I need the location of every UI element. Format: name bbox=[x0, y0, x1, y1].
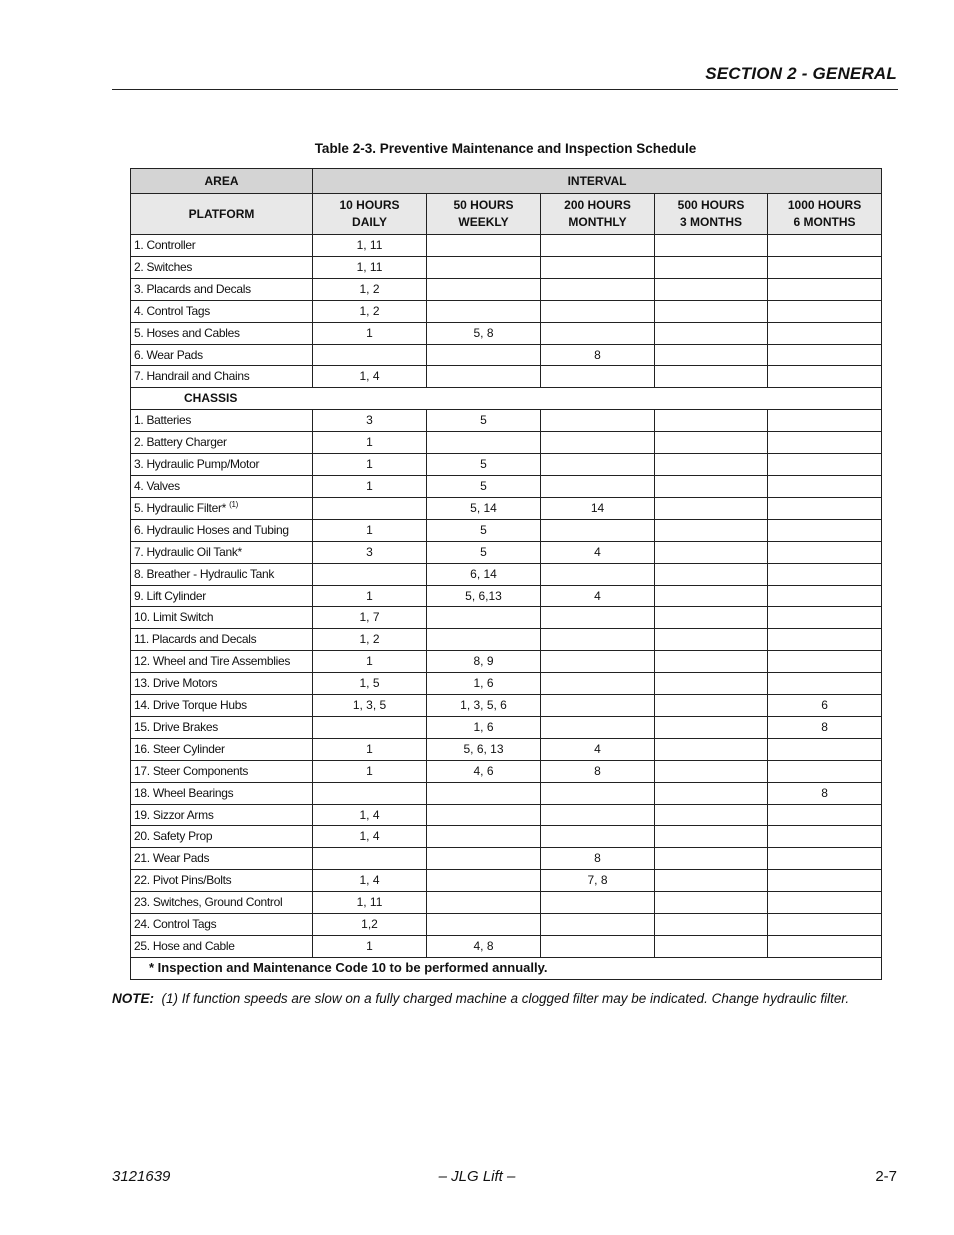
table-row bbox=[131, 519, 882, 541]
interval-column-header bbox=[541, 194, 655, 235]
interval-code-cell bbox=[541, 629, 655, 651]
interval-code-cell bbox=[427, 300, 541, 322]
component-label: 14. Drive Torque Hubs bbox=[134, 698, 247, 713]
interval-code-cell bbox=[541, 322, 655, 344]
interval-code-cell bbox=[541, 826, 655, 848]
interval-code-cell bbox=[655, 716, 768, 738]
interval-code-cell bbox=[768, 738, 882, 760]
component-label: 8. Breather - Hydraulic Tank bbox=[134, 566, 275, 581]
interval-code-cell: 8 bbox=[768, 782, 882, 804]
component-name bbox=[131, 541, 313, 563]
interval-code-cell bbox=[541, 716, 655, 738]
interval-code-cell bbox=[541, 782, 655, 804]
interval-code-cell: 3 bbox=[313, 541, 427, 563]
table-caption: Table 2-3. Preventive Maintenance and Inspection Schedule bbox=[314, 141, 697, 156]
interval-code-cell bbox=[655, 563, 768, 585]
interval-code-cell: 5, 6,13 bbox=[427, 585, 541, 607]
component-name bbox=[131, 782, 313, 804]
maintenance-schedule-table bbox=[130, 168, 882, 980]
interval-code-cell bbox=[541, 235, 655, 257]
component-name bbox=[131, 870, 313, 892]
interval-code-cell bbox=[768, 826, 882, 848]
component-name bbox=[131, 673, 313, 695]
interval-code-cell: 1, 7 bbox=[313, 607, 427, 629]
interval-period: WEEKLY bbox=[458, 215, 509, 229]
interval-code-cell: 1 bbox=[313, 936, 427, 958]
interval-code-cell: 4 bbox=[541, 585, 655, 607]
component-label: 16. Steer Cylinder bbox=[134, 741, 225, 756]
interval-code-cell: 5 bbox=[427, 519, 541, 541]
interval-code-cell: 5, 8 bbox=[427, 322, 541, 344]
interval-code-cell: 8 bbox=[541, 760, 655, 782]
component-name bbox=[131, 804, 313, 826]
interval-code-cell bbox=[655, 300, 768, 322]
interval-code-cell bbox=[655, 695, 768, 717]
component-name bbox=[131, 278, 313, 300]
component-label: 3. Hydraulic Pump/Motor bbox=[134, 457, 260, 472]
table-row bbox=[131, 848, 882, 870]
interval-code-cell: 1 bbox=[313, 585, 427, 607]
interval-period: 3 MONTHS bbox=[679, 215, 742, 229]
interval-code-cell: 5 bbox=[427, 454, 541, 476]
interval-code-cell bbox=[768, 563, 882, 585]
interval-code-cell: 1, 5 bbox=[313, 673, 427, 695]
interval-code-cell bbox=[768, 892, 882, 914]
component-name bbox=[131, 629, 313, 651]
table-row bbox=[131, 695, 882, 717]
interval-code-cell bbox=[655, 454, 768, 476]
component-label: 4. Control Tags bbox=[134, 303, 210, 318]
page-number: 2-7 bbox=[875, 1168, 897, 1185]
interval-code-cell: 1, 3, 5 bbox=[313, 695, 427, 717]
interval-code-cell bbox=[655, 804, 768, 826]
footer-brand: – JLG Lift – bbox=[438, 1168, 516, 1185]
interval-code-cell: 5, 6, 13 bbox=[427, 738, 541, 760]
table-row bbox=[131, 607, 882, 629]
interval-code-cell: 5 bbox=[427, 410, 541, 432]
interval-code-cell bbox=[655, 848, 768, 870]
interval-code-cell bbox=[655, 629, 768, 651]
interval-code-cell: 1, 2 bbox=[313, 278, 427, 300]
component-name bbox=[131, 848, 313, 870]
component-label: 4. Valves bbox=[134, 478, 180, 493]
interval-code-cell: 1, 4 bbox=[313, 366, 427, 388]
footnote-row bbox=[131, 957, 882, 979]
table-row bbox=[131, 651, 882, 673]
interval-code-cell bbox=[427, 782, 541, 804]
interval-code-cell bbox=[541, 673, 655, 695]
table-row bbox=[131, 256, 882, 278]
table-row bbox=[131, 914, 882, 936]
interval-code-cell bbox=[768, 870, 882, 892]
component-label: 6. Hydraulic Hoses and Tubing bbox=[134, 522, 289, 537]
interval-hours: 200 HOURS bbox=[564, 198, 631, 212]
interval-code-cell: 6 bbox=[768, 695, 882, 717]
interval-code-cell bbox=[313, 497, 427, 519]
interval-code-cell bbox=[541, 892, 655, 914]
component-label: 17. Steer Components bbox=[134, 763, 249, 778]
interval-code-cell bbox=[313, 563, 427, 585]
interval-code-cell bbox=[655, 914, 768, 936]
component-label: 2. Battery Charger bbox=[134, 435, 227, 450]
interval-code-cell bbox=[768, 541, 882, 563]
interval-code-cell bbox=[655, 475, 768, 497]
interval-code-cell bbox=[768, 848, 882, 870]
interval-code-cell bbox=[541, 914, 655, 936]
component-name bbox=[131, 892, 313, 914]
doc-number: 3121639 bbox=[112, 1168, 171, 1185]
interval-code-cell bbox=[768, 278, 882, 300]
table-row bbox=[131, 432, 882, 454]
interval-code-cell bbox=[541, 936, 655, 958]
chassis-heading: CHASSIS bbox=[131, 388, 882, 410]
interval-code-cell bbox=[768, 585, 882, 607]
interval-column-header bbox=[655, 194, 768, 235]
component-name bbox=[131, 914, 313, 936]
component-label: 11. Placards and Decals bbox=[134, 632, 257, 647]
component-label: 3. Placards and Decals bbox=[134, 281, 251, 296]
component-name bbox=[131, 256, 313, 278]
interval-code-cell bbox=[313, 782, 427, 804]
interval-code-cell bbox=[768, 519, 882, 541]
interval-code-cell bbox=[427, 256, 541, 278]
interval-code-cell bbox=[427, 826, 541, 848]
interval-code-cell bbox=[768, 804, 882, 826]
component-name bbox=[131, 432, 313, 454]
interval-code-cell bbox=[768, 432, 882, 454]
interval-code-cell bbox=[541, 454, 655, 476]
component-label: 22. Pivot Pins/Bolts bbox=[134, 873, 232, 888]
interval-code-cell: 1, 4 bbox=[313, 826, 427, 848]
table-footnote: * Inspection and Maintenance Code 10 to be performed annually. bbox=[131, 957, 882, 979]
interval-columns-row bbox=[131, 194, 882, 235]
component-label: 9. Lift Cylinder bbox=[134, 588, 206, 603]
interval-code-cell bbox=[427, 344, 541, 366]
component-name bbox=[131, 716, 313, 738]
component-label: 1. Batteries bbox=[134, 413, 192, 428]
interval-code-cell bbox=[655, 235, 768, 257]
component-name bbox=[131, 607, 313, 629]
table-row bbox=[131, 585, 882, 607]
interval-code-cell: 1 bbox=[313, 738, 427, 760]
table-row bbox=[131, 563, 882, 585]
table-row bbox=[131, 300, 882, 322]
interval-code-cell bbox=[541, 563, 655, 585]
component-label: 24. Control Tags bbox=[134, 917, 217, 932]
component-label: 5. Hydraulic Filter* bbox=[134, 500, 227, 515]
interval-code-cell: 4 bbox=[541, 738, 655, 760]
interval-code-cell bbox=[427, 607, 541, 629]
table-row bbox=[131, 322, 882, 344]
table-row bbox=[131, 892, 882, 914]
component-name bbox=[131, 454, 313, 476]
interval-code-cell bbox=[427, 892, 541, 914]
interval-code-cell bbox=[427, 432, 541, 454]
interval-code-cell: 1, 2 bbox=[313, 629, 427, 651]
table-row bbox=[131, 760, 882, 782]
interval-code-cell: 1, 3, 5, 6 bbox=[427, 695, 541, 717]
component-label: 12. Wheel and Tire Assemblies bbox=[134, 654, 291, 669]
component-label: 18. Wheel Bearings bbox=[134, 785, 234, 800]
component-name bbox=[131, 826, 313, 848]
interval-code-cell: 5 bbox=[427, 541, 541, 563]
interval-code-cell bbox=[655, 936, 768, 958]
interval-code-cell: 5, 14 bbox=[427, 497, 541, 519]
component-name bbox=[131, 585, 313, 607]
interval-code-cell bbox=[541, 300, 655, 322]
interval-code-cell: 5 bbox=[427, 475, 541, 497]
table-row bbox=[131, 410, 882, 432]
component-label: 20. Safety Prop bbox=[134, 829, 213, 844]
component-label: 13. Drive Motors bbox=[134, 676, 218, 691]
component-label: 5. Hoses and Cables bbox=[134, 325, 240, 340]
component-label: 7. Handrail and Chains bbox=[134, 369, 250, 384]
interval-code-cell bbox=[541, 695, 655, 717]
interval-code-cell bbox=[768, 256, 882, 278]
interval-code-cell bbox=[541, 804, 655, 826]
component-name bbox=[131, 738, 313, 760]
table-row bbox=[131, 541, 882, 563]
interval-code-cell: 1, 2 bbox=[313, 300, 427, 322]
interval-code-cell bbox=[655, 278, 768, 300]
interval-code-cell bbox=[768, 366, 882, 388]
interval-code-cell bbox=[541, 651, 655, 673]
interval-code-cell: 1 bbox=[313, 760, 427, 782]
interval-code-cell bbox=[655, 410, 768, 432]
interval-code-cell bbox=[427, 848, 541, 870]
component-name bbox=[131, 322, 313, 344]
interval-code-cell bbox=[768, 322, 882, 344]
component-name bbox=[131, 695, 313, 717]
table-row bbox=[131, 278, 882, 300]
interval-code-cell bbox=[541, 519, 655, 541]
interval-code-cell bbox=[655, 344, 768, 366]
footnote-marker: (1) bbox=[229, 499, 238, 509]
interval-code-cell bbox=[427, 278, 541, 300]
table-row bbox=[131, 497, 882, 519]
interval-code-cell: 1, 4 bbox=[313, 804, 427, 826]
interval-code-cell bbox=[655, 519, 768, 541]
table-row bbox=[131, 235, 882, 257]
interval-code-cell bbox=[768, 475, 882, 497]
interval-code-cell bbox=[655, 826, 768, 848]
table-row bbox=[131, 475, 882, 497]
interval-column-header bbox=[313, 194, 427, 235]
interval-code-cell bbox=[313, 344, 427, 366]
interval-code-cell bbox=[427, 235, 541, 257]
interval-code-cell bbox=[655, 892, 768, 914]
interval-code-cell bbox=[655, 322, 768, 344]
interval-code-cell bbox=[768, 651, 882, 673]
table-row bbox=[131, 454, 882, 476]
interval-code-cell: 8 bbox=[541, 344, 655, 366]
table-row bbox=[131, 870, 882, 892]
interval-hours: 10 HOURS bbox=[339, 198, 400, 212]
interval-code-cell bbox=[655, 585, 768, 607]
component-name bbox=[131, 651, 313, 673]
interval-code-cell bbox=[768, 673, 882, 695]
chassis-section-row bbox=[131, 388, 882, 410]
interval-code-cell bbox=[427, 914, 541, 936]
interval-code-cell bbox=[768, 235, 882, 257]
interval-code-cell bbox=[541, 410, 655, 432]
component-name bbox=[131, 936, 313, 958]
interval-code-cell bbox=[541, 607, 655, 629]
interval-code-cell bbox=[427, 804, 541, 826]
interval-code-cell bbox=[768, 629, 882, 651]
table-row bbox=[131, 782, 882, 804]
interval-code-cell bbox=[427, 366, 541, 388]
note-text: (1) If function speeds are slow on a fully charged machine a clogged filter may be indicated. Change hydraulic filter. bbox=[161, 991, 850, 1006]
interval-code-cell: 1 bbox=[313, 432, 427, 454]
component-label: 25. Hose and Cable bbox=[134, 939, 235, 953]
interval-code-cell: 1 bbox=[313, 475, 427, 497]
interval-code-cell bbox=[655, 673, 768, 695]
interval-code-cell: 1,2 bbox=[313, 914, 427, 936]
component-name bbox=[131, 366, 313, 388]
interval-code-cell bbox=[655, 607, 768, 629]
interval-code-cell: 8, 9 bbox=[427, 651, 541, 673]
interval-code-cell bbox=[655, 432, 768, 454]
interval-code-cell: 1, 6 bbox=[427, 673, 541, 695]
interval-code-cell: 1, 4 bbox=[313, 870, 427, 892]
component-name bbox=[131, 475, 313, 497]
interval-code-cell bbox=[768, 914, 882, 936]
interval-code-cell: 14 bbox=[541, 497, 655, 519]
interval-code-cell bbox=[427, 629, 541, 651]
interval-code-cell bbox=[541, 256, 655, 278]
area-header: AREA bbox=[131, 169, 313, 194]
interval-code-cell bbox=[655, 760, 768, 782]
interval-code-cell: 3 bbox=[313, 410, 427, 432]
interval-code-cell bbox=[427, 870, 541, 892]
interval-code-cell: 1 bbox=[313, 454, 427, 476]
component-label: 23. Switches, Ground Control bbox=[134, 895, 283, 910]
interval-code-cell: 8 bbox=[768, 716, 882, 738]
component-label: 1. Controller bbox=[134, 238, 196, 252]
interval-code-cell: 1, 11 bbox=[313, 256, 427, 278]
interval-column-header bbox=[427, 194, 541, 235]
table-row bbox=[131, 936, 882, 958]
interval-code-cell bbox=[768, 300, 882, 322]
interval-code-cell bbox=[768, 410, 882, 432]
interval-code-cell bbox=[313, 848, 427, 870]
component-name bbox=[131, 519, 313, 541]
interval-code-cell: 8 bbox=[541, 848, 655, 870]
interval-code-cell bbox=[541, 432, 655, 454]
interval-code-cell bbox=[313, 716, 427, 738]
table-row bbox=[131, 366, 882, 388]
component-name bbox=[131, 760, 313, 782]
table-row bbox=[131, 673, 882, 695]
table-row bbox=[131, 629, 882, 651]
note-label: NOTE: bbox=[112, 991, 154, 1006]
interval-code-cell: 1 bbox=[313, 322, 427, 344]
component-label: 10. Limit Switch bbox=[134, 610, 214, 625]
interval-code-cell bbox=[655, 497, 768, 519]
component-name bbox=[131, 235, 313, 257]
interval-code-cell bbox=[768, 760, 882, 782]
component-label: 21. Wear Pads bbox=[134, 851, 210, 866]
interval-code-cell: 1, 6 bbox=[427, 716, 541, 738]
interval-code-cell: 1, 11 bbox=[313, 892, 427, 914]
interval-code-cell bbox=[768, 497, 882, 519]
interval-code-cell bbox=[768, 454, 882, 476]
component-name bbox=[131, 344, 313, 366]
interval-code-cell bbox=[541, 475, 655, 497]
component-name bbox=[131, 410, 313, 432]
interval-code-cell bbox=[768, 607, 882, 629]
section-header: SECTION 2 - GENERAL bbox=[705, 64, 897, 83]
interval-hours: 50 HOURS bbox=[453, 198, 514, 212]
component-label: 2. Switches bbox=[134, 259, 193, 274]
table-header-row bbox=[131, 169, 882, 194]
component-name bbox=[131, 563, 313, 585]
interval-code-cell: 4, 8 bbox=[427, 936, 541, 958]
table-row bbox=[131, 716, 882, 738]
interval-code-cell: 1 bbox=[313, 519, 427, 541]
interval-code-cell bbox=[655, 541, 768, 563]
interval-column-header bbox=[768, 194, 882, 235]
component-label: 7. Hydraulic Oil Tank* bbox=[134, 544, 242, 559]
interval-code-cell bbox=[768, 344, 882, 366]
interval-code-cell: 4 bbox=[541, 541, 655, 563]
component-name bbox=[131, 497, 313, 519]
table-row bbox=[131, 344, 882, 366]
platform-header: PLATFORM bbox=[131, 194, 313, 235]
note bbox=[112, 991, 912, 1006]
interval-header: INTERVAL bbox=[313, 169, 882, 194]
interval-code-cell bbox=[541, 366, 655, 388]
interval-code-cell: 6, 14 bbox=[427, 563, 541, 585]
interval-period: DAILY bbox=[352, 215, 387, 229]
header-rule bbox=[112, 89, 898, 90]
interval-code-cell: 4, 6 bbox=[427, 760, 541, 782]
interval-period: MONTHLY bbox=[568, 215, 627, 229]
interval-code-cell bbox=[768, 936, 882, 958]
interval-code-cell bbox=[655, 651, 768, 673]
interval-code-cell bbox=[655, 366, 768, 388]
component-label: 19. Sizzor Arms bbox=[134, 807, 214, 822]
interval-period: 6 MONTHS bbox=[793, 215, 856, 229]
interval-code-cell: 1, 11 bbox=[313, 235, 427, 257]
interval-code-cell bbox=[655, 256, 768, 278]
table-row bbox=[131, 804, 882, 826]
interval-hours: 500 HOURS bbox=[677, 198, 745, 212]
component-name bbox=[131, 300, 313, 322]
interval-code-cell bbox=[655, 782, 768, 804]
interval-code-cell: 1 bbox=[313, 651, 427, 673]
component-label: 6. Wear Pads bbox=[134, 347, 203, 362]
component-label: 15. Drive Brakes bbox=[134, 719, 218, 734]
interval-code-cell: 7, 8 bbox=[541, 870, 655, 892]
interval-hours: 1000 HOURS bbox=[787, 198, 862, 212]
interval-code-cell bbox=[541, 278, 655, 300]
interval-code-cell bbox=[655, 870, 768, 892]
table-row bbox=[131, 826, 882, 848]
table-row bbox=[131, 738, 882, 760]
interval-code-cell bbox=[655, 738, 768, 760]
